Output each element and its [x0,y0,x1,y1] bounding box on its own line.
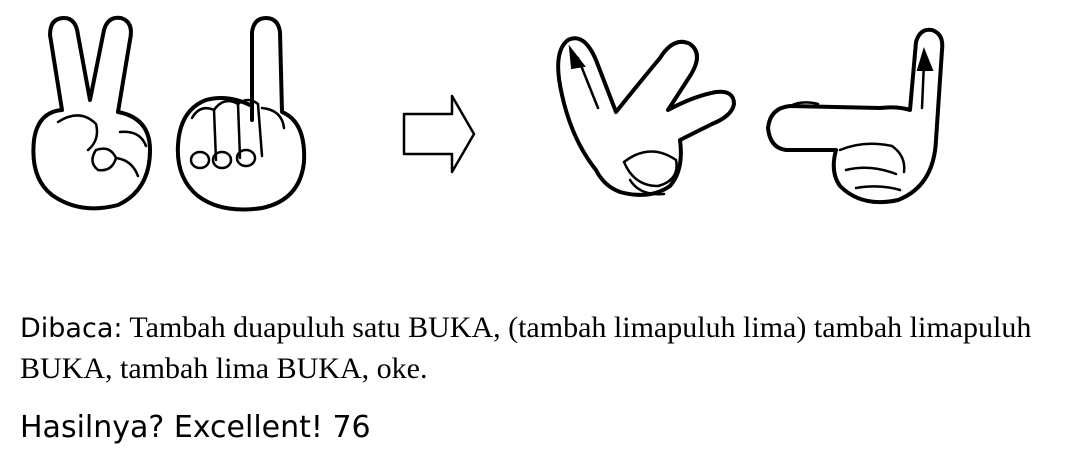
result-value: 76 [332,410,371,445]
reading-text: Tambah duapuluh satu BUKA, (tambah limapuluh lima) tambah limapuluh BUKA, tambah lima BUKA, oke. [20,311,1032,385]
result-line [20,408,371,448]
result-label: Hasilnya? Excellent! [20,410,323,445]
peace-sign-hand-icon [33,18,150,209]
index-finger-up-hand-icon [178,18,304,210]
three-finger-open-hand-icon [558,38,734,195]
right-arrow-icon [404,96,474,172]
pointing-hand-icon [768,30,942,202]
reading-label: Dibaca: [20,313,123,344]
reading-paragraph [20,308,1060,389]
